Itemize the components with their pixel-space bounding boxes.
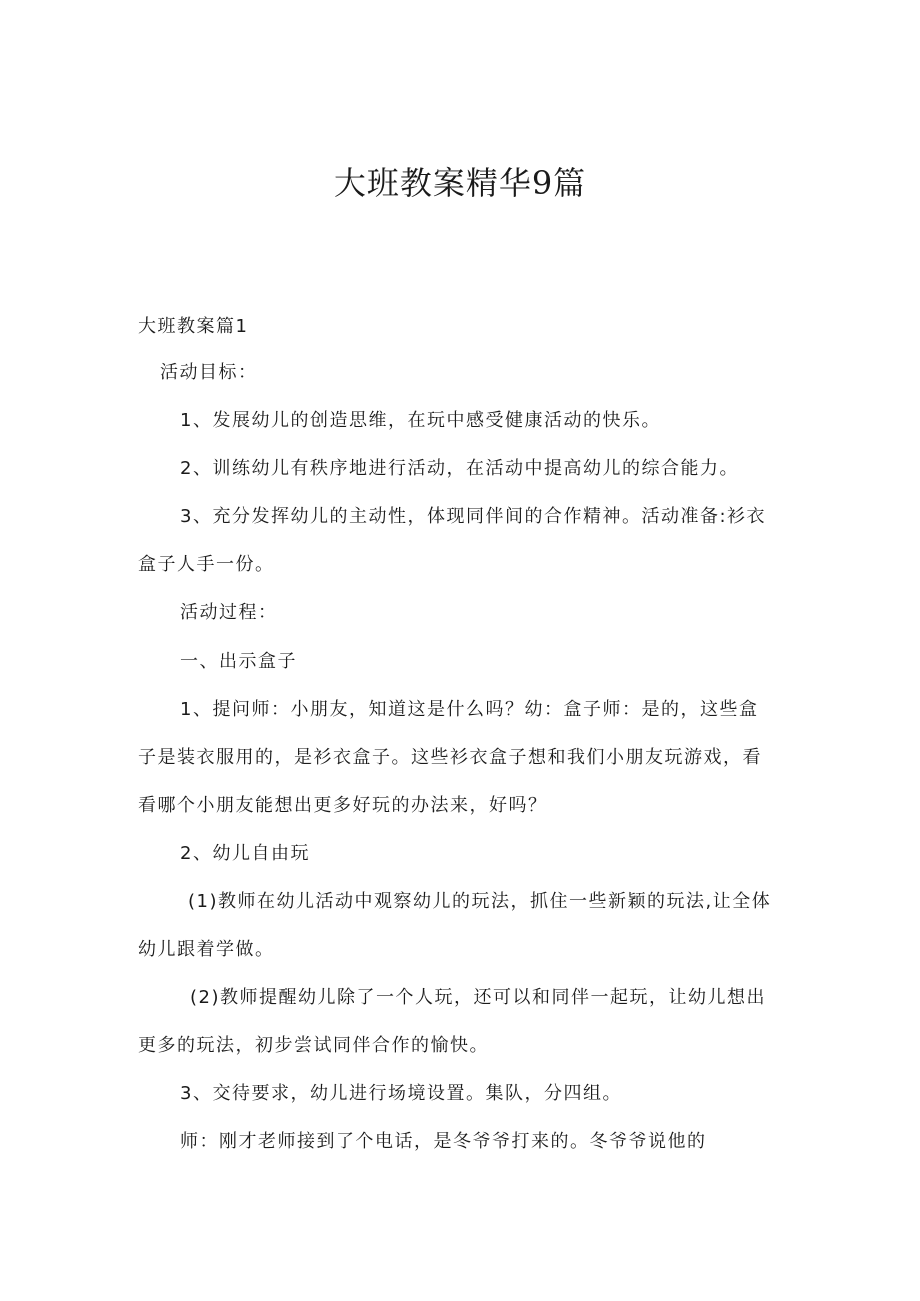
paragraph-line: 幼儿跟着学做。 (138, 939, 275, 960)
paragraph-line: 活动过程： (180, 602, 278, 623)
document-title: 大班教案精华9篇 (333, 164, 587, 202)
paragraph-line: 2、训练幼儿有秩序地进行活动，在活动中提高幼儿的综合能力。 (180, 458, 739, 479)
paragraph-line: 一、出示盒子 (180, 651, 297, 672)
paragraph-line: 3、充分发挥幼儿的主动性，体现同伴间的合作精神。活动准备:衫衣 (180, 506, 767, 527)
paragraph-line: 3、交待要求，幼儿进行场境设置。集队，分四组。 (180, 1083, 622, 1104)
paragraph-line: 子是装衣服用的，是衫衣盒子。这些衫衣盒子想和我们小朋友玩游戏，看 (138, 747, 762, 768)
paragraph-line: (2)教师提醒幼儿除了一个人玩，还可以和同伴一起玩，让幼儿想出 (190, 987, 766, 1008)
paragraph-line: 活动目标： (160, 362, 258, 383)
paragraph-line: (1)教师在幼儿活动中观察幼儿的玩法，抓住一些新颖的玩法,让全体 (188, 891, 772, 912)
paragraph-line: 盒子人手一份。 (138, 554, 275, 575)
paragraph-line: 1、发展幼儿的创造思维，在玩中感受健康活动的快乐。 (180, 410, 661, 431)
paragraph-line: 更多的玩法，初步尝试同伴合作的愉快。 (138, 1035, 489, 1056)
paragraph-line: 师：刚才老师接到了个电话，是冬爷爷打来的。冬爷爷说他的 (180, 1131, 707, 1152)
paragraph-line: 2、幼儿自由玩 (180, 843, 310, 864)
paragraph-line: 看哪个小朋友能想出更多好玩的办法来，好吗？ (138, 795, 548, 816)
paragraph-line: 1、提问师：小朋友，知道这是什么吗？幼：盒子师：是的，这些盒 (180, 699, 759, 720)
section-heading: 大班教案篇1 (138, 316, 249, 337)
